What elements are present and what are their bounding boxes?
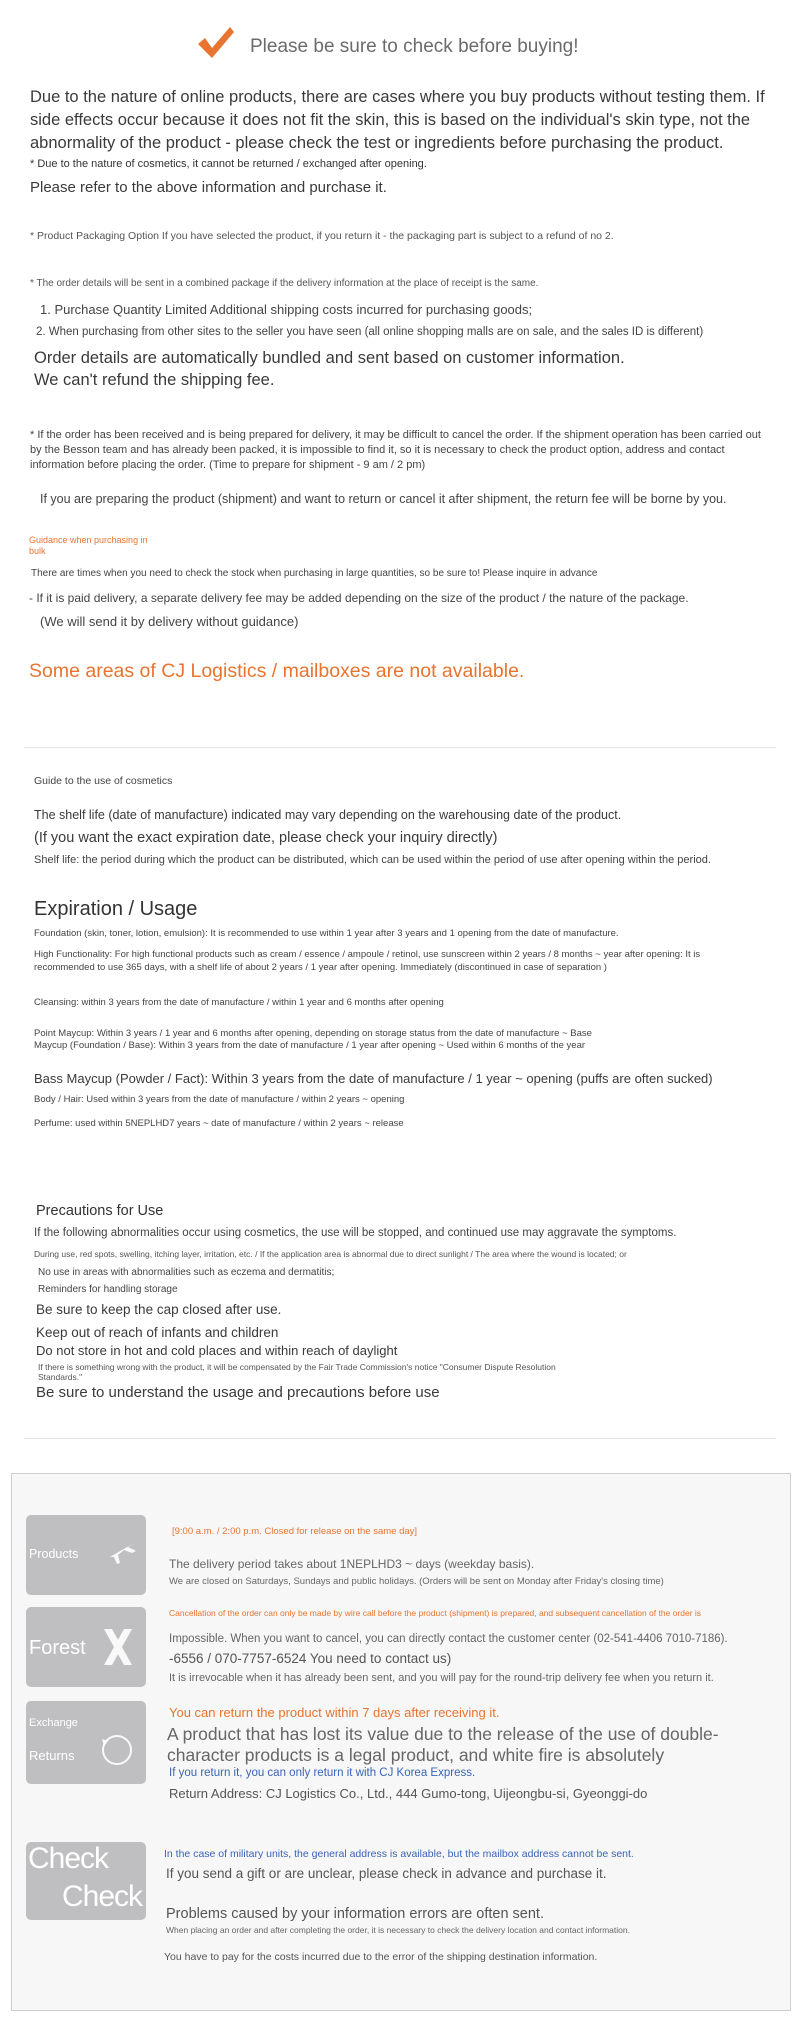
exchange-address: Return Address: CJ Logistics Co., Ltd., 444 Gumo-tong, Uijeongbu-si, Gyeonggi-do xyxy=(169,1786,648,1801)
expiration-body: Body / Hair: Used within 3 years from the date of manufacture / within 2 years ~ opening xyxy=(34,1094,405,1105)
forest-phone: -6556 / 070-7757-6524 You need to contact us) xyxy=(169,1651,452,1666)
check-tile-label: Check xyxy=(28,1842,109,1875)
divider xyxy=(24,1438,776,1439)
precautions-understand: Be sure to understand the usage and precautions before use xyxy=(36,1384,440,1401)
products-closed: We are closed on Saturdays, Sundays and public holidays. (Orders will be sent on Monday after Friday's closing time) xyxy=(169,1576,664,1587)
bundled-text: Order details are automatically bundled and sent based on customer information. xyxy=(34,349,625,367)
return-fee-note: If you are preparing the product (shipment) and want to return or cancel it after shipment, the return fee will be borne by you. xyxy=(40,492,727,506)
precautions-reminders: Reminders for handling storage xyxy=(38,1284,178,1295)
orange-checkmark-icon xyxy=(196,24,236,62)
intro-refer: Please refer to the above information and purchase it. xyxy=(30,179,387,196)
expiration-cleansing: Cleansing: within 3 years from the date of manufacture / within 1 year and 6 months after opening xyxy=(34,997,444,1008)
exchange-cj: If you return it, you can only return it with CJ Korea Express. xyxy=(169,1767,476,1779)
expiration-perfume: Perfume: used within 5NEPLHD7 years ~ date of manufacture / within 2 years ~ release xyxy=(34,1118,404,1129)
precautions-no-use: No use in areas with abnormalities such as eczema and dermatitis; xyxy=(38,1267,335,1278)
guide-exact: (If you want the exact expiration date, please check your inquiry directly) xyxy=(34,830,498,846)
list-item: 1. Purchase Quantity Limited Additional shipping costs incurred for purchasing goods; xyxy=(40,302,533,317)
forest-cancel: Cancellation of the order can only be made by wire call before the product (shipment) is prepared, and subsequent cancellation of the order is xyxy=(169,1608,702,1618)
check-tile-label: Check xyxy=(62,1880,143,1913)
precautions-daylight: Do not store in hot and cold places and within reach of daylight xyxy=(36,1343,398,1358)
check-gift: If you send a gift or are unclear, please check in advance and purchase it. xyxy=(166,1866,607,1881)
bulk-guidance: (We will send it by delivery without guidance) xyxy=(40,614,299,629)
expiration-high: High Functionality: For high functional products such as cream / essence / ampoule / retinol, use sunscreen within 2 years / 8 months ~ year after opening: It is recommended to use 365 days, with a shelf life of about 2 years / 1 year after opening. Immediately (discontinued in case of separation ) xyxy=(34,949,701,973)
intro-note: * Due to the nature of cosmetics, it cannot be returned / exchanged after opening. xyxy=(30,158,427,170)
expiration-maycup: Maycup (Foundation / Base): Within 3 years from the date of manufacture / 1 year after opening ~ Used within 6 months of the year xyxy=(34,1040,586,1051)
precautions-cap: Be sure to keep the cap closed after use. xyxy=(36,1302,282,1317)
divider xyxy=(24,747,776,748)
packaging-note: * Product Packaging Option If you have selected the product, if you return it - the packaging part is subject to a refund of no 2. xyxy=(30,230,614,242)
check-pay: You have to pay for the costs incurred due to the error of the shipping destination information. xyxy=(164,1951,598,1963)
products-period: The delivery period takes about 1NEPLHD3 ~ days (weekday basis). xyxy=(169,1557,535,1571)
expiration-foundation: Foundation (skin, toner, lotion, emulsion): It is recommended to use within 1 year after 3 years and 1 opening from the date of manufacture. xyxy=(34,928,619,939)
check-tile xyxy=(26,1842,146,1920)
guide-shelf: The shelf life (date of manufacture) indicated may vary depending on the warehousing date of the product. xyxy=(34,808,622,822)
products-time: [9:00 a.m. / 2:00 p.m. Closed for release on the same day] xyxy=(172,1526,418,1537)
cancel-note: * If the order has been received and is being prepared for delivery, it may be difficult to cancel the order. If the shipment operation has been carried out by the Besson team and has already been packed, it is impossible to find it, so it is necessary to check the product option, address and contact information before placing the order. (Time to prepare for shipment - 9 am / 2 pm) xyxy=(30,429,761,471)
exchange-returns-tile xyxy=(26,1701,146,1784)
products-tile xyxy=(26,1515,146,1595)
bulk-paid: - If it is paid delivery, a separate delivery fee may be added depending on the size of the product / the nature of the package. xyxy=(29,591,689,605)
check-when: When placing an order and after completing the order, it is necessary to check the delivery location and contact information. xyxy=(166,1925,630,1935)
return-arrow-icon xyxy=(98,1731,136,1769)
precautions-title: Precautions for Use xyxy=(36,1203,164,1219)
expiration-bass: Bass Maycup (Powder / Fact): Within 3 years from the date of manufacture / 1 year ~ opening (puffs are often sucked) xyxy=(34,1071,713,1086)
precautions-during: During use, red spots, swelling, itching layer, irritation, etc. / If the application area is abnormal due to direct sunlight / The area where the wound is located; or xyxy=(34,1249,627,1259)
precautions-infants: Keep out of reach of infants and children xyxy=(36,1325,279,1340)
guide-title: Guide to the use of cosmetics xyxy=(34,775,173,787)
bulk-stock: There are times when you need to check the stock when purchasing in large quantities, so be sure to! Please inquire in advance xyxy=(31,568,598,579)
forest-tile-label: Forest xyxy=(29,1637,86,1659)
airplane-icon xyxy=(106,1537,138,1569)
guide-period: Shelf life: the period during which the product can be distributed, which can be used within the period of use after opening within the period. xyxy=(34,854,711,866)
combined-note: * The order details will be sent in a combined package if the delivery information at the place of receipt is the same. xyxy=(30,278,539,289)
list-item: 2. When purchasing from other sites to the seller you have seen (all online shopping malls are on sale, and the sales ID is different) xyxy=(36,326,704,338)
no-refund-text: We can't refund the shipping fee. xyxy=(34,371,275,389)
intro-lead: Due to the nature of online products, there are cases where you buy products without testing them. If side effects occur because it does not fit the skin, this is based on the individual's skin type, not the abnormality of the product - please check the test or ingredients before purchasing the product. xyxy=(30,88,765,152)
exchange-seven-days: You can return the product within 7 days after receiving it. xyxy=(169,1705,500,1720)
check-military: In the case of military units, the general address is available, but the mailbox address cannot be sent. xyxy=(164,1848,634,1860)
page-title: Please be sure to check before buying! xyxy=(250,36,579,57)
forest-tile xyxy=(26,1607,146,1687)
forest-irrevocable: It is irrevocable when it has already been sent, and you will pay for the round-trip delivery fee when you return it. xyxy=(169,1672,714,1684)
check-problems: Problems caused by your information errors are often sent. xyxy=(166,1906,544,1922)
x-cross-icon xyxy=(98,1625,138,1669)
expiration-title: Expiration / Usage xyxy=(34,898,198,920)
precautions-compensated: If there is something wrong with the product, it will be compensated by the Fair Trade Commission's notice "Consumer Dispute Resolution Standards." xyxy=(38,1362,556,1382)
returns-tile-label: Returns xyxy=(29,1748,75,1763)
unavailable-areas: Some areas of CJ Logistics / mailboxes are not available. xyxy=(29,660,525,682)
precautions-intro: If the following abnormalities occur using cosmetics, the use will be stopped, and continued use may aggravate the symptoms. xyxy=(34,1227,677,1239)
exchange-lost-value: A product that has lost its value due to the release of the use of double-character products is a legal product, and white fire is absolutely xyxy=(167,1724,719,1765)
forest-impossible: Impossible. When you want to cancel, you can directly contact the customer center (02-541-4406 7010-7186). xyxy=(169,1633,728,1645)
bulk-label: Guidance when purchasing in bulk xyxy=(29,535,148,556)
exchange-tile-label: Exchange xyxy=(29,1717,78,1729)
expiration-point: Point Maycup: Within 3 years / 1 year and 6 months after opening, depending on storage status from the date of manufacture ~ Base xyxy=(34,1028,592,1039)
products-tile-label: Products xyxy=(29,1547,79,1561)
